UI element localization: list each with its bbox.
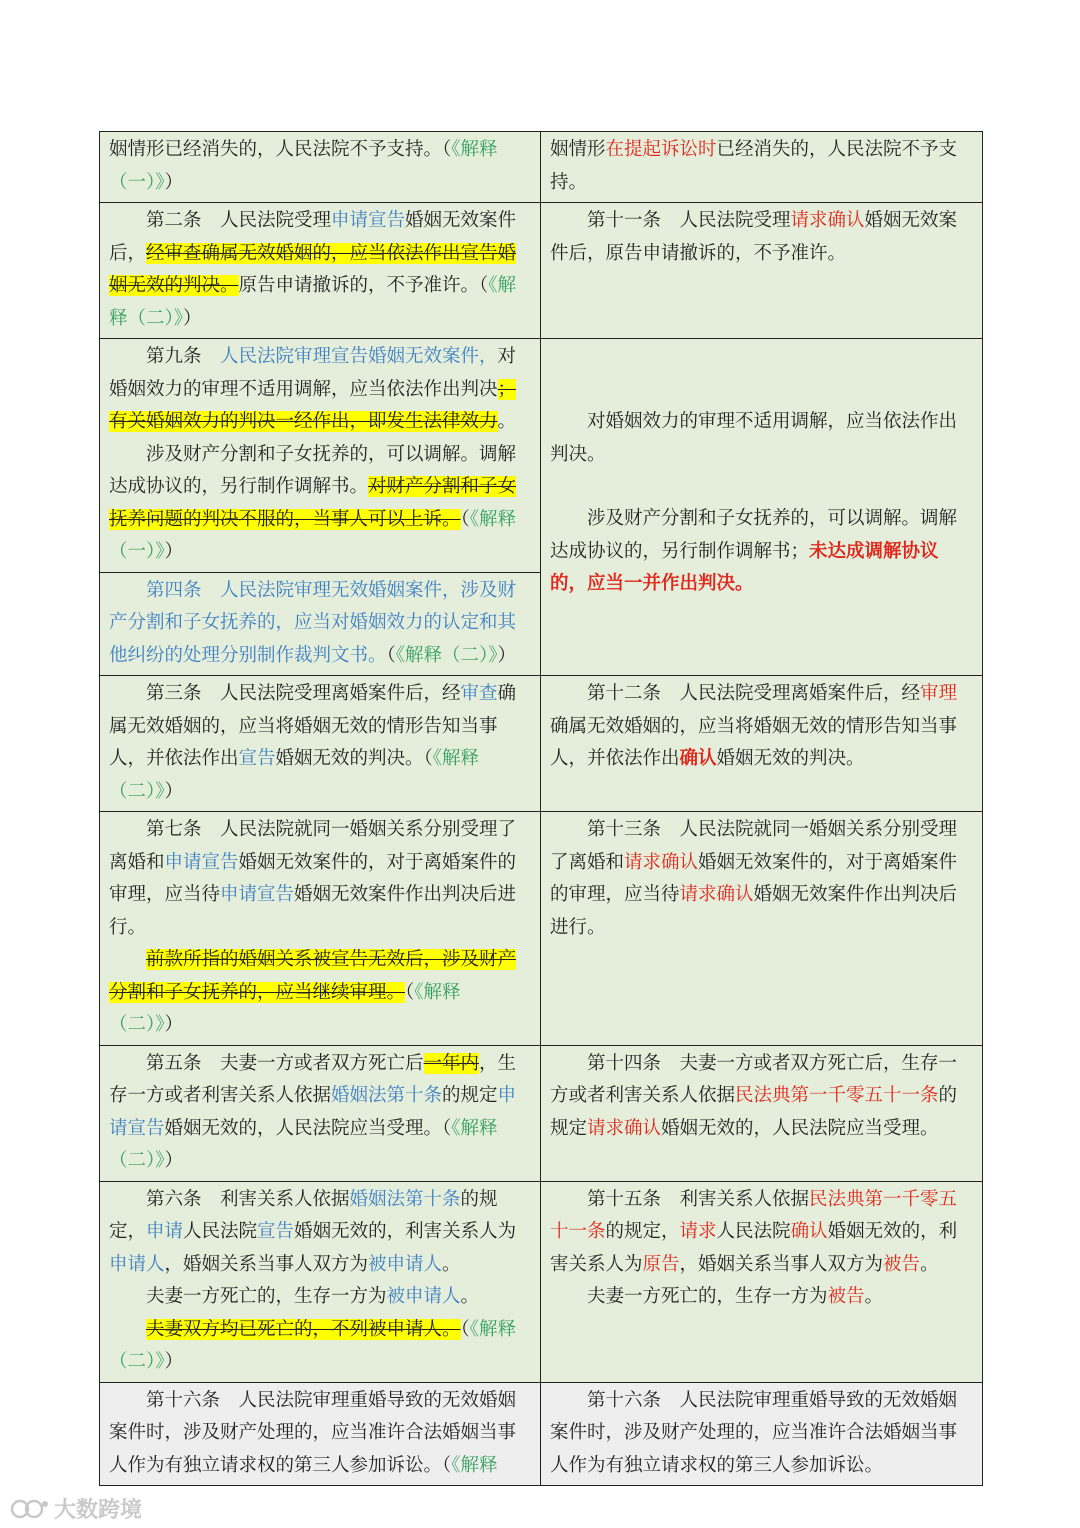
deleted-text: 对财产分割和子女抚养问题的判决不服的，当事人可以上诉。 [109, 476, 517, 530]
table-row [100, 676, 983, 812]
provision-text: 姻情形已经消失的，人民法院不予支持。（《解释（一）》） [109, 139, 498, 193]
provision-text: 夫妻一方死亡的，生存一方为被告。 [587, 1286, 884, 1307]
amended-term: 婚姻法第十条 [331, 1085, 443, 1106]
citation: 《解释（二）》 [109, 981, 461, 1035]
changed-text: 被告 [827, 1286, 865, 1307]
deleted-text: 一年内 [423, 1052, 480, 1074]
amended-term: 申请 [146, 1221, 184, 1242]
old-provision-cell [100, 572, 541, 676]
table-row [100, 812, 983, 1046]
table-row [100, 1045, 983, 1181]
citation: 《解释（二）》 [109, 275, 517, 329]
deleted-text: 前款所指的婚姻关系被宣告无效后，涉及财产分割和子女抚养的，应当继续审理。 [109, 949, 517, 1003]
changed-text: 原告 [642, 1253, 680, 1275]
table-row [100, 1181, 983, 1382]
new-provision-cell [541, 1045, 983, 1181]
provision-text: 第十一条 人民法院受理请求确认婚姻无效案件后，原告申请撤诉的，不予准许。 [550, 210, 958, 264]
citation: 《解释（二）》 [109, 1318, 517, 1372]
provision-text: 涉及财产分割和子女抚养的，可以调解。调解达成协议的，另行制作调解书；未达成调解协议的，应当一并作出判决。 [550, 508, 958, 594]
provision-text: 第六条 利害关系人依据婚姻法第十条的规定，申请人民法院宣告婚姻无效的，利害关系人为申请人，婚姻关系当事人双方为被申请人。 [109, 1188, 517, 1275]
amended-term: 申请宣告 [164, 851, 239, 873]
citation: 《解释（二）》 [109, 748, 480, 802]
old-provision-cell [100, 812, 541, 1046]
provision-text: 夫妻一方死亡的，生存一方为被申请人。 [146, 1286, 480, 1307]
citation: 《解释（二）》 [395, 644, 498, 666]
provision-text: 前款所指的婚姻关系被宣告无效后，涉及财产分割和子女抚养的，应当继续审理。（《解释（二）》） [109, 949, 517, 1035]
amended-term: 申请宣告 [109, 1085, 517, 1139]
old-provision-cell [100, 339, 541, 573]
provision-text: 对婚姻效力的审理不适用调解，应当依法作出判决。 [550, 411, 958, 465]
changed-text: 被告 [883, 1253, 921, 1275]
changed-text: 请求确认 [587, 1117, 662, 1139]
old-provision-cell [100, 203, 541, 339]
table-row [100, 132, 983, 203]
provision-text: 涉及财产分割和子女抚养的，可以调解。调解达成协议的，另行制作调解书。对财产分割和子女抚养问题的判决不服的，当事人可以上诉。（《解释（一）》） [109, 443, 517, 562]
comparison-table [99, 131, 983, 1486]
amended-term: 审查 [460, 683, 498, 704]
table-row [100, 203, 983, 339]
citation: 《解释（二）》 [109, 1117, 498, 1171]
amended-term: 申请宣告 [331, 210, 406, 231]
new-provision-cell [541, 812, 983, 1046]
new-provision-cell [541, 132, 983, 203]
provision-text: 姻情形在提起诉讼时已经消失的，人民法院不予支持。 [550, 139, 958, 193]
watermark [10, 1493, 142, 1524]
provision-text: 第五条 夫妻一方或者双方死亡后一年内，生存一方或者利害关系人依据婚姻法第十条的规定申请宣告婚姻无效的，人民法院应当受理。（《解释（二）》） [109, 1052, 517, 1171]
deleted-text: 夫妻双方均已死亡的，不列被申请人。 [146, 1318, 461, 1340]
table-row [100, 339, 983, 573]
new-provision-cell [541, 1181, 983, 1382]
old-provision-cell [100, 1045, 541, 1181]
provision-text: 第四条 人民法院审理无效婚姻案件，涉及财产分割和子女抚养的，应当对婚姻效力的认定和其他纠纷的处理分别制作裁判文书。（《解释（二）》） [109, 579, 517, 666]
old-provision-cell [100, 1382, 541, 1486]
amended-term: 宣告 [257, 1221, 295, 1242]
provision-text: 第七条 人民法院就同一婚姻关系分别受理了离婚和申请宣告婚姻无效案件的，对于离婚案件的审理，应当待申请宣告婚姻无效案件作出判决后进行。 [109, 819, 517, 938]
provision-text: 夫妻双方均已死亡的，不列被申请人。（《解释（二）》） [109, 1318, 517, 1372]
citation: 《解释（一）》 [109, 139, 498, 193]
changed-text: 审理 [920, 683, 958, 704]
logo-icon [10, 1496, 50, 1522]
changed-text: 请求确认 [679, 884, 754, 905]
amended-term: 被申请人 [386, 1286, 461, 1307]
provision-text: 第十四条 夫妻一方或者双方死亡后，生存一方或者利害关系人依据民法典第一千零五十一条的规定请求确认婚姻无效的，人民法院应当受理。 [550, 1052, 958, 1139]
old-provision-cell [100, 1181, 541, 1382]
amended-term: 申请人 [109, 1253, 165, 1275]
provision-text: 第十六条 人民法院审理重婚导致的无效婚姻案件时，涉及财产处理的，应当准许合法婚姻当事人作为有独立请求权的第三人参加诉讼。（《解释 [109, 1389, 517, 1476]
provision-text: 第十六条 人民法院审理重婚导致的无效婚姻案件时，涉及财产处理的，应当准许合法婚姻当事人作为有独立请求权的第三人参加诉讼。 [550, 1389, 958, 1476]
amended-term: 被申请人 [368, 1253, 443, 1275]
amended-term: 申请宣告 [220, 884, 295, 905]
watermark-text: 大数跨境 [54, 1498, 143, 1523]
provision-text: 第九条 人民法院审理宣告婚姻无效案件，对婚姻效力的审理不适用调解，应当依法作出判决；有关婚姻效力的判决一经作出，即发生法律效力。 [109, 346, 517, 432]
citation: 《解释（一）》 [109, 508, 517, 562]
provision-text: 第二条 人民法院受理申请宣告婚姻无效案件后，经审查确属无效婚姻的，应当依法作出宣告婚姻无效的判决。原告申请撤诉的，不予准许。（《解释（二）》） [109, 210, 517, 329]
changed-text: 民法典第一千零五十一条 [735, 1085, 939, 1106]
changed-text: 民法典第一千零五十一条 [550, 1188, 958, 1242]
new-provision-cell [541, 676, 983, 812]
changed-text: 确认 [679, 748, 717, 769]
old-provision-cell [100, 132, 541, 203]
changed-text: 请求确认 [790, 210, 865, 231]
amended-term: 第四条 人民法院审理无效婚姻案件，涉及财产分割和子女抚养的，应当对婚姻效力的认定和其他纠纷的处理分别制作裁判文书。 [109, 579, 517, 666]
citation: 《解释 [451, 1454, 498, 1476]
amended-term: 婚姻法第十条 [349, 1188, 461, 1210]
new-provision-cell [541, 1382, 983, 1486]
new-provision-cell [541, 203, 983, 339]
table-row [100, 1382, 983, 1486]
changed-text: 请求确认 [624, 851, 699, 873]
added-text: 未达成调解协议的，应当一并作出判决。 [550, 540, 939, 594]
provision-text: 第十三条 人民法院就同一婚姻关系分别受理了离婚和请求确认婚姻无效案件的，对于离婚案件的审理，应当待请求确认婚姻无效案件作出判决后进行。 [550, 819, 958, 938]
amended-term: 宣告 [238, 748, 276, 769]
new-provision-cell [541, 339, 983, 676]
provision-text: 第十五条 利害关系人依据民法典第一千零五十一条的规定，请求人民法院确认婚姻无效的，利害关系人为原告，婚姻关系当事人双方为被告。 [550, 1188, 958, 1275]
changed-text: 在提起诉讼时 [605, 139, 717, 160]
provision-text: 第十二条 人民法院受理离婚案件后，经审理确属无效婚姻的，应当将婚姻无效的情形告知当事人，并依法作出确认婚姻无效的判决。 [550, 683, 958, 769]
deleted-text: 经审查确属无效婚姻的，应当依法作出宣告婚姻无效的判决。 [109, 242, 517, 296]
old-provision-cell [100, 676, 541, 812]
deleted-text: ；有关婚姻效力的判决一经作出，即发生法律效力 [109, 378, 517, 432]
changed-text: 确认 [790, 1221, 828, 1242]
changed-text: 请求 [679, 1221, 717, 1242]
amended-term: 人民法院审理宣告婚姻无效案件， [220, 346, 498, 367]
provision-text: 第三条 人民法院受理离婚案件后，经审查确属无效婚姻的，应当将婚姻无效的情形告知当事人，并依法作出宣告婚姻无效的判决。（《解释（二）》） [109, 683, 517, 802]
